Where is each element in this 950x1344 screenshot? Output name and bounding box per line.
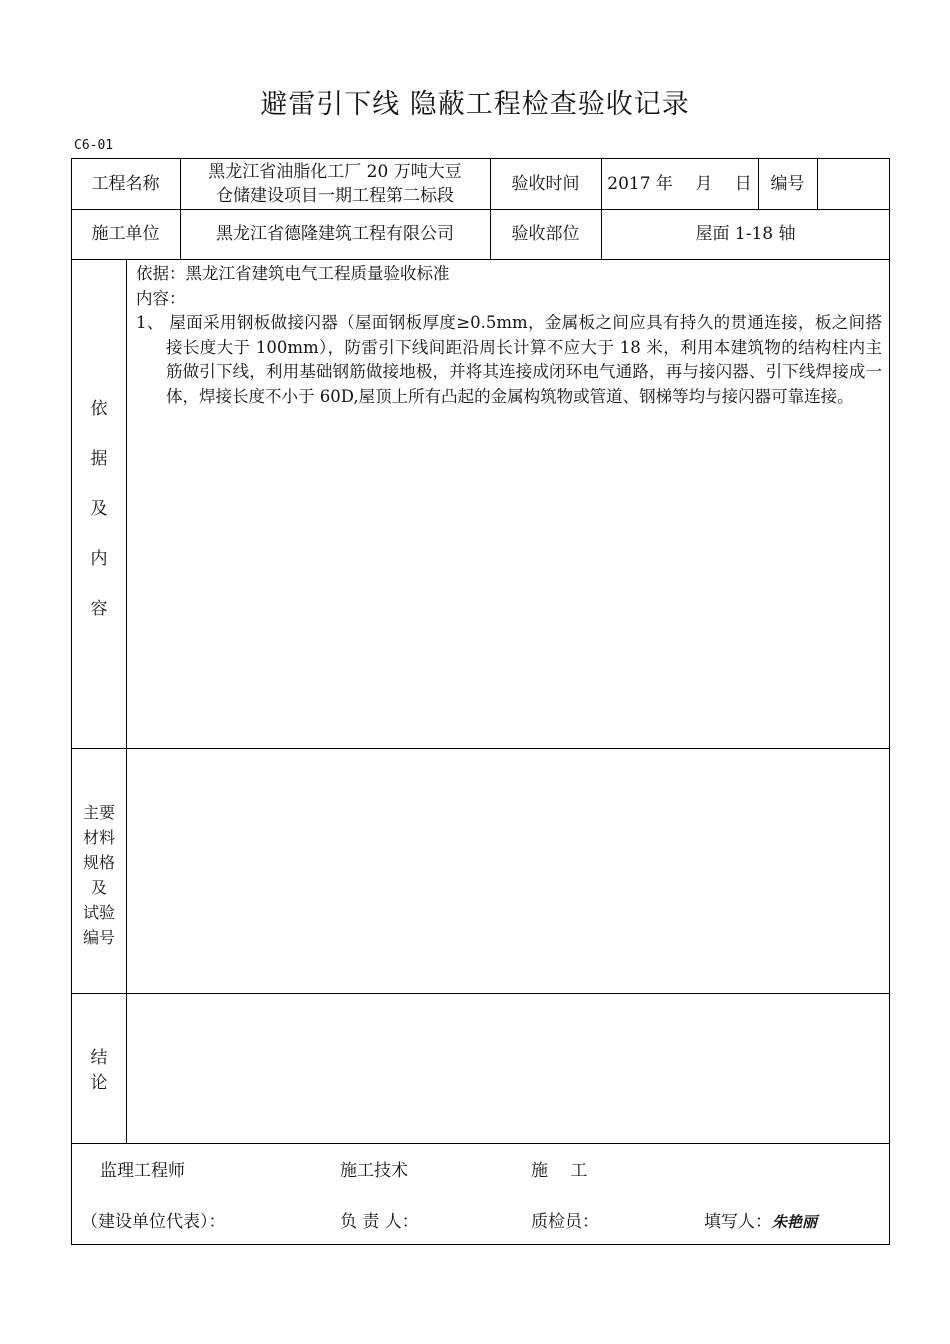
- inspector-role: 质检员：: [531, 1212, 599, 1232]
- basis-line: 依据：黑龙江省建筑电气工程质量验收标准: [136, 264, 450, 283]
- supervisor-label: 监理工程师: [100, 1161, 185, 1181]
- project-name-value: [180, 158, 490, 209]
- project-name-line: 仓储建设项目一期工程第二标段: [216, 185, 454, 206]
- filler-field: [704, 1207, 817, 1232]
- materials-label-line: 材料: [82, 828, 115, 847]
- number-value: [817, 158, 890, 209]
- accept-time-label: 验收时间: [511, 173, 580, 194]
- materials-label-line: 主要: [82, 803, 115, 822]
- accept-time-value: 2017 年 月 日: [607, 173, 752, 194]
- row-divider: [71, 1143, 890, 1144]
- col-divider: [126, 259, 127, 1144]
- page-title: 避雷引下线 隐蔽工程检查验收记录: [260, 89, 690, 120]
- row-divider: [71, 259, 890, 260]
- supervisor-role: （建设单位代表）：: [81, 1212, 226, 1232]
- materials-label-line: 编号: [82, 928, 115, 947]
- basis-label-char: 据: [90, 449, 108, 469]
- tech-role: 负 责 人：: [340, 1212, 419, 1232]
- contractor-value: 黑龙江省德隆建筑工程有限公司: [216, 224, 454, 244]
- materials-label-line: 及: [90, 878, 107, 897]
- basis-label-char: 内: [90, 549, 108, 569]
- contractor-label: 施工单位: [91, 224, 160, 244]
- basis-label-char: 容: [90, 599, 108, 619]
- conclusion-label-line: 论: [90, 1073, 108, 1093]
- row-divider: [71, 993, 890, 994]
- number-label: 编号: [770, 173, 805, 194]
- materials-label-line: 规格: [82, 853, 115, 872]
- form-code: C6-01: [74, 138, 114, 153]
- basis-label-char: 及: [90, 499, 108, 519]
- basis-label-char: 依: [90, 399, 108, 419]
- project-name-label: 工程名称: [91, 173, 160, 194]
- row-divider: [71, 748, 890, 749]
- content-item: 1、 屋面采用钢板做接闪器（屋面钢板厚度≥0.5mm，金属板之间应具有持久的贯通连接，板之间搭接长度大于 100mm），防雷引下线间距沿周长计算不应大于 18 米，利用本建筑物的结构柱内主筋做引下线，利用基础钢筋做接地极，并将其连接成闭环电气通路，再与接闪器、引下线焊接成一体，焊接长度不小于 60D,屋顶上所有凸起的金属构筑物或管道、钢梯等均与接闪器可靠连接。: [136, 313, 882, 406]
- project-name-line: 黑龙江省油脂化工厂 20 万吨大豆: [208, 161, 462, 182]
- materials-label-line: 试验: [82, 903, 115, 922]
- tech-label: 施工技术: [340, 1161, 408, 1181]
- content-label: 内容：: [136, 288, 186, 308]
- filler-signature: 朱艳丽: [772, 1213, 818, 1231]
- conclusion-label-line: 结: [90, 1048, 108, 1068]
- accept-part-label: 验收部位: [511, 224, 580, 244]
- construction-label: 施 工: [531, 1161, 588, 1181]
- filler-label: 填写人：: [704, 1212, 772, 1232]
- basis-content: [136, 262, 882, 409]
- accept-part-value: 屋面 1-18 轴: [695, 224, 796, 244]
